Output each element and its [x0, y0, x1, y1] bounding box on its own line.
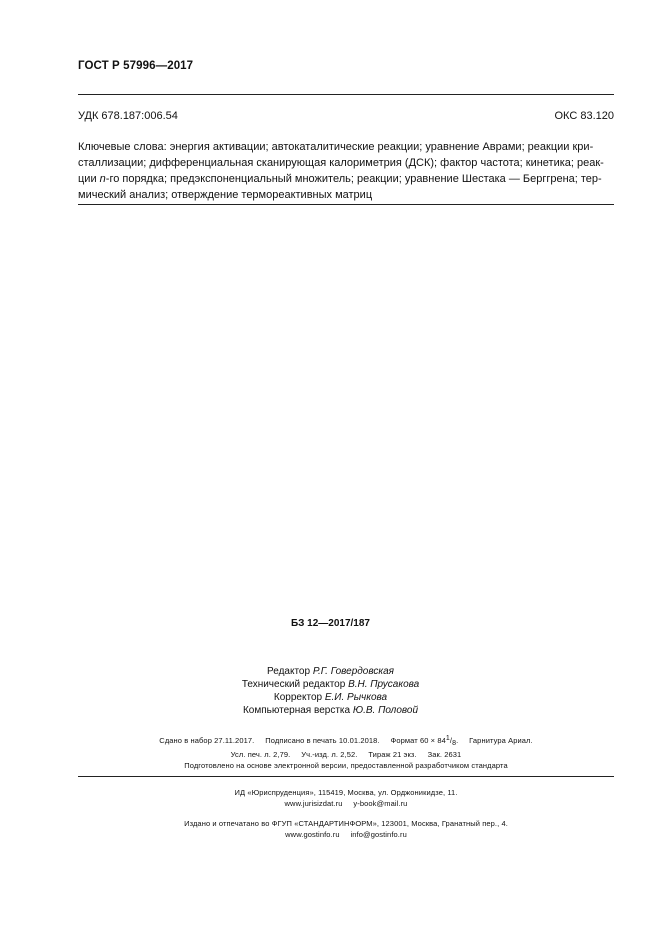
- udk-code: УДК 678.187:006.54: [78, 110, 178, 122]
- credits-block: [200, 665, 461, 717]
- corrector-line: Корректор Е.И. Рычкова: [273, 692, 388, 703]
- keywords-block: [78, 139, 614, 203]
- publisher-jurisprudence-contacts: www.jurisizdat.ru y-book@mail.ru: [284, 799, 408, 808]
- prepared-note: Подготовлено на основе электронной версии, предоставленной разработчиком стандарта: [184, 761, 508, 770]
- layout-line: Компьютерная верстка Ю.В. Половой: [242, 705, 419, 716]
- publisher-standartinform: [78, 818, 614, 840]
- publisher-standartinform-address: Издано и отпечатано во ФГУП «СТАНДАРТИНФОРМ», 123001, Москва, Гранатный пер., 4.: [184, 819, 508, 828]
- standard-id: ГОСТ Р 57996—2017: [78, 60, 194, 72]
- editor-line: Редактор Р.Г. Говердовская: [267, 666, 394, 677]
- divider-top: [78, 94, 614, 95]
- print-info-line-1: Сдано в набор 27.11.2017. Подписано в печать 10.01.2018. Формат $60 \times 84^1/_8$. Гарнитура Ариал.: [159, 735, 533, 747]
- divider-bottom: [78, 776, 614, 777]
- print-info-line-2: Усл. печ. л. 2,79. Уч.-изд. л. 2,52. Тираж 21 экз. Зак. 2631: [230, 750, 462, 759]
- keywords-line-3: ции n-го порядка; предэкспоненциальный множитель; реакции; уравнение Шестака — Берггрена; тер-: [78, 173, 602, 185]
- oks-code: ОКС 83.120: [554, 110, 614, 122]
- n-symbol: n: [99, 173, 106, 185]
- publisher-standartinform-contacts: www.gostinfo.ru info@gostinfo.ru: [285, 830, 407, 839]
- print-info: [78, 733, 614, 760]
- keywords-line-2: сталлизации; дифференциальная сканирующая калориметрия (ДСК); фактор частота; кинетика; реак-: [78, 157, 604, 169]
- publisher-jurisprudence-address: ИД «Юриспруденция», 115419, Москва, ул. Орджоникидзе, 11.: [234, 788, 458, 797]
- tech-editor-line: Технический редактор В.Н. Прусакова: [241, 679, 420, 690]
- divider-keywords: [78, 204, 614, 205]
- keywords-label: Ключевые слова:: [78, 141, 167, 153]
- keywords-line-4: мический анализ; отверждение термореактивных матриц: [78, 189, 373, 201]
- bz-number: БЗ 12—2017/187: [291, 618, 370, 629]
- publisher-jurisprudence: [78, 787, 614, 809]
- keywords-line-1: Ключевые слова: энергия активации; автокаталитические реакции; уравнение Аврами; реакции кри-: [78, 141, 594, 153]
